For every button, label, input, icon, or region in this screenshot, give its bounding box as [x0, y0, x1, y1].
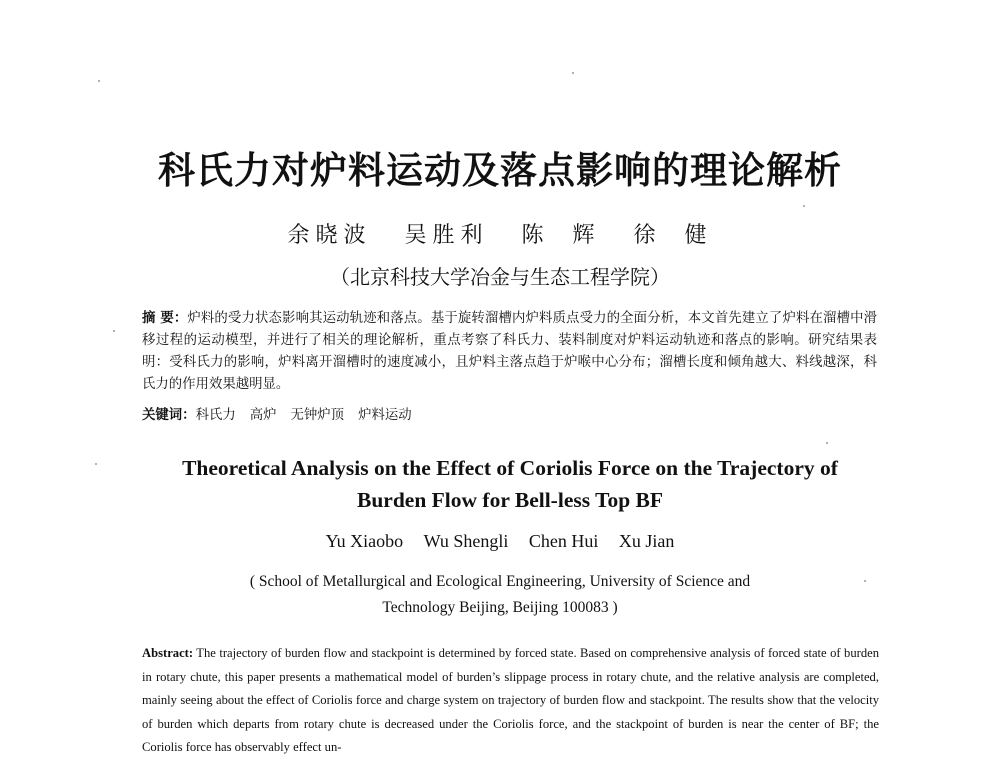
- author-cn-4: 徐 健: [633, 223, 713, 248]
- author-cn-3: 陈 辉: [521, 223, 601, 248]
- scan-speck: [803, 205, 805, 207]
- chinese-abstract: [142, 308, 877, 396]
- scan-speck: [572, 72, 574, 74]
- english-affiliation-line-2: Technology Beijing, Beijing 100083 ): [382, 599, 618, 616]
- english-abstract-label: Abstract:: [142, 646, 194, 660]
- scan-speck: [95, 463, 97, 465]
- chinese-keywords: [142, 406, 877, 426]
- scan-speck: [98, 80, 100, 82]
- chinese-abstract-text: 炉料的受力状态影响其运动轨迹和落点。基于旋转溜槽内炉料质点受力的全面分析，本文首先建立了炉料在溜槽中滑移过程的运动模型，并进行了相关的理论解析，重点考察了科氏力、装料制度对炉料运动轨迹和落点的影响。研究结果表明：受科氏力的影响，炉料离开溜槽时的速度减小，且炉料主落点趋于炉喉中心分布；溜槽长度和倾角越大、料线越深，科氏力的作用效果越明显。: [142, 311, 877, 392]
- chinese-affiliation: （北京科技大学冶金与生态工程学院）: [330, 265, 670, 289]
- author-cn-1: 余晓波: [287, 223, 372, 248]
- english-abstract-text: The trajectory of burden flow and stackpoint is determined by forced state. Based on comprehensive analysis of forced state of burden in rotary chute, this paper presents a mathematical model of burden’s slippage process in rotary chute, and the relative analysis are completed, mainly seeing about the effect of Coriolis force and charge system on trajectory of burden flow and stackpoint. The results show that the velocity of burden which departs from rotary chute is decreased under the Coriolis force, and the stackpoint of burden is near the center of BF; the Coriolis force has observably effect un-: [142, 646, 880, 754]
- chinese-authors: [0, 218, 1000, 249]
- english-abstract: [142, 642, 879, 760]
- english-title-line-1: Theoretical Analysis on the Effect of Coriolis Force on the Trajectory of: [182, 456, 838, 480]
- keyword-cn-1: 科氏力: [195, 408, 236, 423]
- keyword-cn-4: 炉料运动: [358, 408, 412, 423]
- scan-speck: [864, 580, 866, 582]
- keyword-cn-3: 无钟炉顶: [290, 408, 345, 423]
- keyword-cn-2: 高炉: [249, 408, 277, 423]
- author-en-4: Xu Jian: [618, 531, 675, 551]
- chinese-abstract-label: 摘 要：: [142, 311, 188, 326]
- english-title: [120, 452, 900, 516]
- english-affiliation-line-1: ( School of Metallurgical and Ecological Engineering, University of Science and: [249, 573, 751, 590]
- scan-speck: [826, 442, 828, 444]
- chinese-keywords-label: 关键词：: [142, 408, 196, 423]
- english-affiliation: [200, 569, 800, 621]
- author-en-3: Chen Hui: [528, 531, 599, 551]
- english-authors: [0, 531, 1000, 552]
- chinese-title: 科氏力对炉料运动及落点影响的理论解析: [158, 148, 842, 192]
- author-en-2: Wu Shengli: [423, 531, 509, 551]
- author-en-1: Yu Xiaobo: [325, 531, 404, 551]
- scan-speck: [113, 330, 115, 332]
- english-title-line-2: Burden Flow for Bell-less Top BF: [356, 488, 664, 512]
- author-cn-2: 吴胜利: [404, 223, 489, 248]
